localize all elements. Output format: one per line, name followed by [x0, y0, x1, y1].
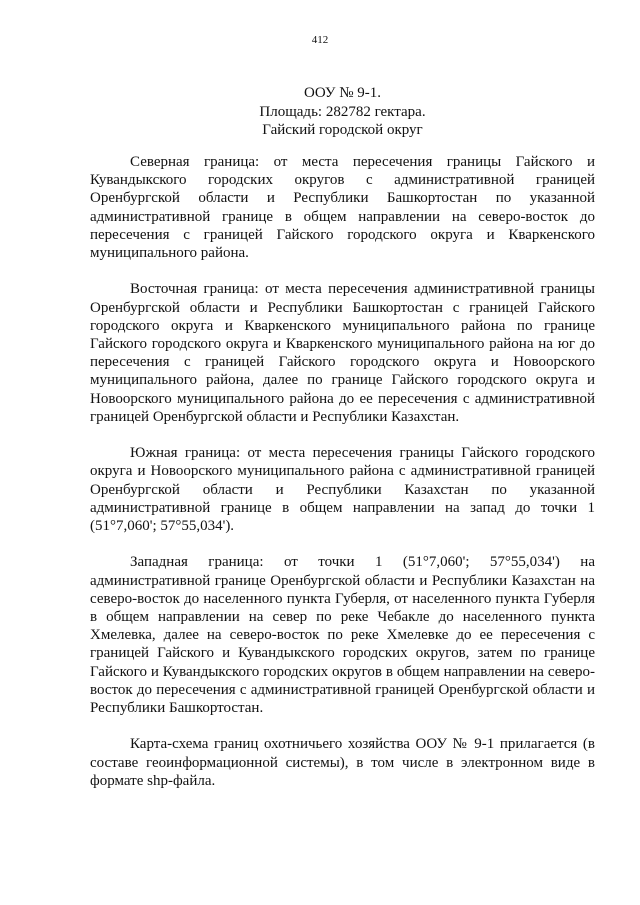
title-area-code: ООУ № 9-1. — [304, 85, 381, 101]
document-title — [90, 84, 595, 140]
page-number: 412 — [311, 34, 329, 46]
paragraph-west-border: Западная граница: от точки 1 (51°7,060'; 57°55,034') на административной границе Оренбургской области и Республики Казахстан на северо-восток до населенного пункта Губерля, от населенного пункта Губерля в общем направлении на север по реке Чебакле до населенного пункта Хмелевка, далее на северо-восток по реке Хмелевке до ее пересечения с границей Гайского и Кувандыкского городских округов, затем по границе Гайского и Кувандыкского городских округов в общем направлении на северо-восток до пересечения с административной границей Оренбургской области и Республики Башкортостан. — [90, 554, 595, 717]
paragraph-map-note: Карта-схема границ охотничьего хозяйства ООУ № 9-1 прилагается (в составе геоинформационной системы), в том числе в электронном виде в формате shp-файла. — [90, 736, 595, 789]
document-body — [90, 153, 595, 790]
paragraph-north-border: Северная граница: от места пересечения границы Гайского и Кувандыкского городских округов с административной границей Оренбургской области и Республики Башкортостан по указанной административной границе в общем направлении на северо-восток до пересечения с границей Гайского городского округа и Кваркенского муниципального района. — [90, 154, 595, 262]
paragraph-south-border: Южная граница: от места пересечения границы Гайского городского округа и Новоорского муниципального района с административной границей Оренбургской области и Республики Казахстан по указанной административной границе в общем направлении на запад до точки 1 (51°7,060'; 57°55,034'). — [90, 445, 595, 535]
title-area-size: Площадь: 282782 гектара. — [259, 103, 426, 120]
paragraph-east-border: Восточная граница: от места пересечения административной границы Оренбургской области и Республики Башкортостан с границей Гайского городского округа и Кваркенского муниципального района по границе Гайского городского округа и Кваркенского муниципального района на юг до пересечения с границей Гайского городского округа и Новоорского муниципального района, далее по границе Гайского городского округа и Новоорского муниципального района до ее пересечения с административной границей Оренбургской области и Республики Казахстан. — [90, 281, 595, 425]
title-district: Гайский городской округ — [262, 122, 423, 138]
